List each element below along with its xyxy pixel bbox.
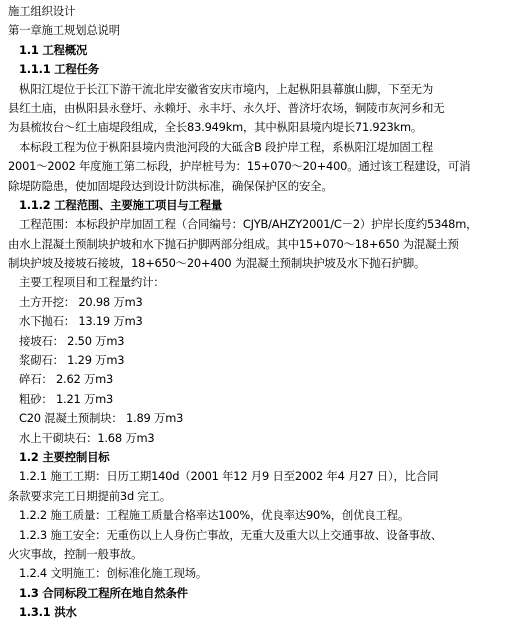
paragraph-line: 县红土庙，由枞阳县永登圩、永赖圩、永丰圩、永久圩、普济圩农场，铜陵市灰河乡和无 (8, 100, 445, 115)
quantity-item: 粗砂： 1.21 万m3 (19, 391, 114, 406)
quantity-item: 接坡石： 2.50 万m3 (19, 333, 125, 348)
section-heading-1-3-1: 1.3.1 洪水 (19, 605, 77, 620)
paragraph-line: 除堤防隐患，使加固堤段达到设计防洪标准，确保保护区的安全。 (8, 178, 333, 193)
paragraph-line: 1.2.1 施工工期：日历工期140d（2001 年12 月9 日至2002 年4 月27 日），比合同 (19, 469, 439, 484)
section-heading-1-1-2: 1.1.2 工程范围、主要施工项目与工程量 (19, 197, 223, 212)
section-heading-1-1-1: 1.1.1 工程任务 (19, 62, 99, 77)
doc-title: 施工组织设计 (8, 4, 76, 18)
quantity-item: 土方开挖： 20.98 万m3 (19, 294, 143, 309)
paragraph-line: 工程范围：本标段护岸加固工程（合同编号：CJYB/AHZY2001/C－2）护岸长度约5348m， (19, 217, 478, 232)
quantity-item: 水上干砌块石：1.68 万m3 (19, 430, 155, 445)
quantity-list-heading: 主要工程项目和工程量约计： (19, 275, 165, 290)
quantity-item: 碎石： 2.62 万m3 (19, 372, 114, 387)
paragraph-line: 本标段工程为位于枞阳县境内贵池河段的大砥含B 段护岸工程，系枞阳江堤加固工程 (19, 139, 433, 154)
paragraph-line: 枞阳江堤位于长江下游干流北岸安徽省安庆市境内，上起枞阳县幕旗山脚，下至无为 (19, 81, 434, 96)
section-heading-1-1: 1.1 工程概况 (19, 42, 88, 57)
paragraph-line: 由水上混凝土预制块护坡和水下抛石护脚两部分组成。其中15+070～18+650 为混凝土预 (8, 236, 459, 251)
paragraph-line: 火灾事故，控制一般事故。 (8, 546, 143, 561)
section-heading-1-3: 1.3 合同标段工程所在地自然条件 (19, 585, 188, 600)
paragraph-line: 1.2.2 施工质量：工程施工质量合格率达100%，优良率达90%，创优良工程。 (19, 508, 410, 523)
paragraph-line: 制块护坡及接坡石接坡，18+650～20+400 为混凝土预制块护坡及水下抛石护脚。 (8, 256, 426, 271)
section-heading-1-2: 1.2 主要控制目标 (19, 449, 110, 464)
quantity-item: 浆砌石： 1.29 万m3 (19, 353, 125, 368)
paragraph-line: 2001～2002 年度施工第二标段，护岸桩号为：15+070～20+400。通过该工程建设，可消 (8, 159, 471, 174)
paragraph-line: 条款要求完工日期提前3d 完工。 (8, 488, 171, 503)
chapter-heading: 第一章施工规划总说明 (8, 23, 120, 38)
quantity-item: C20 混凝土预制块： 1.89 万m3 (19, 411, 184, 426)
quantity-item: 水下抛石： 13.19 万m3 (19, 314, 143, 329)
paragraph-line: 1.2.4 文明施工：创标准化施工现场。 (19, 566, 208, 581)
paragraph-line: 为县梳妆台～红土庙堤段组成，全长83.949km，其中枞阳县境内堤长71.923km。 (8, 120, 423, 135)
paragraph-line: 1.2.3 施工安全：无重伤以上人身伤亡事故，无重大及重大以上交通事故、设备事故、 (19, 527, 443, 542)
